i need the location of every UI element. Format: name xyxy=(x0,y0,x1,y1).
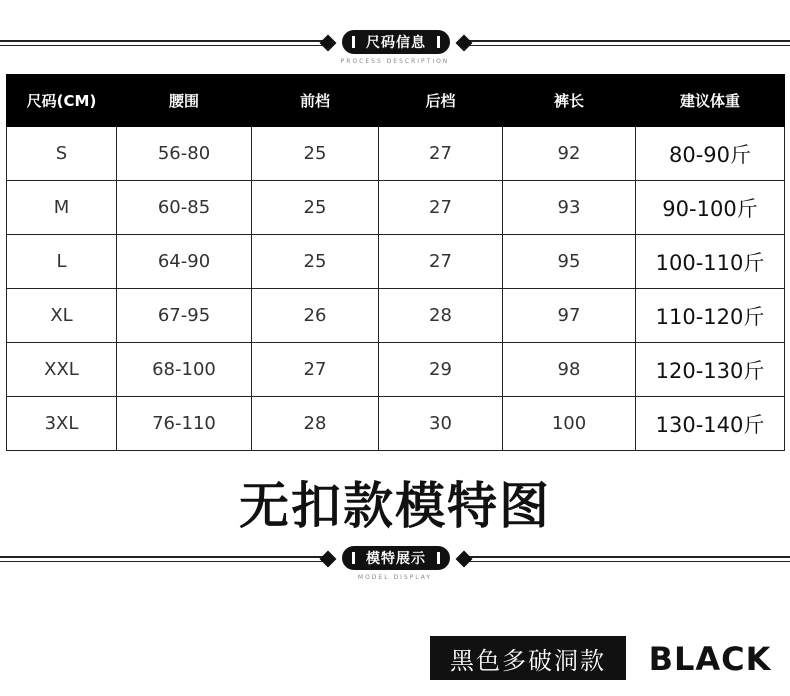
cell-front-rise: 25 xyxy=(252,235,379,289)
cell-size: XXL xyxy=(7,343,117,397)
model-display-banner xyxy=(0,538,790,581)
header-back-rise: 后档 xyxy=(379,75,503,127)
size-info-banner xyxy=(0,22,790,65)
cell-back-rise: 28 xyxy=(379,289,503,343)
cell-waist: 64-90 xyxy=(117,235,252,289)
header-size: 尺码(CM) xyxy=(7,75,117,127)
table-header-row xyxy=(7,75,785,127)
cell-length: 92 xyxy=(503,127,636,181)
table-row xyxy=(7,127,785,181)
cell-length: 97 xyxy=(503,289,636,343)
cell-size: L xyxy=(7,235,117,289)
cell-front-rise: 27 xyxy=(252,343,379,397)
header-weight: 建议体重 xyxy=(636,75,785,127)
cell-size: S xyxy=(7,127,117,181)
cell-size: M xyxy=(7,181,117,235)
table-row xyxy=(7,397,785,451)
cell-waist: 76-110 xyxy=(117,397,252,451)
cell-front-rise: 25 xyxy=(252,181,379,235)
color-name: BLACK xyxy=(648,640,772,678)
banner-divider-right xyxy=(462,40,790,46)
cell-front-rise: 28 xyxy=(252,397,379,451)
size-chart-table xyxy=(6,74,785,451)
cell-weight: 130-140斤 xyxy=(636,397,785,451)
cell-waist: 67-95 xyxy=(117,289,252,343)
banner-divider-right xyxy=(462,556,790,562)
size-info-title: 尺码信息 xyxy=(342,30,450,54)
cell-back-rise: 30 xyxy=(379,397,503,451)
cell-size: 3XL xyxy=(7,397,117,451)
cell-waist: 56-80 xyxy=(117,127,252,181)
cell-weight: 100-110斤 xyxy=(636,235,785,289)
cell-waist: 60-85 xyxy=(117,181,252,235)
cell-size: XL xyxy=(7,289,117,343)
table-row xyxy=(7,343,785,397)
cell-length: 95 xyxy=(503,235,636,289)
cell-weight: 110-120斤 xyxy=(636,289,785,343)
table-row xyxy=(7,289,785,343)
cell-weight: 120-130斤 xyxy=(636,343,785,397)
cell-front-rise: 25 xyxy=(252,127,379,181)
cell-back-rise: 27 xyxy=(379,235,503,289)
header-front-rise: 前档 xyxy=(252,75,379,127)
cell-back-rise: 29 xyxy=(379,343,503,397)
cell-length: 98 xyxy=(503,343,636,397)
cell-back-rise: 27 xyxy=(379,181,503,235)
headline-text: 无扣款模特图 xyxy=(239,477,551,535)
model-display-title: 模特展示 xyxy=(342,546,450,570)
model-display-subtitle: MODEL DISPLAY xyxy=(357,574,433,581)
cell-front-rise: 26 xyxy=(252,289,379,343)
header-waist: 腰围 xyxy=(117,75,252,127)
variant-label: 黑色多破洞款 xyxy=(430,636,626,680)
cell-back-rise: 27 xyxy=(379,127,503,181)
size-info-subtitle: PROCESS DESCRIPTION xyxy=(340,58,450,65)
cell-length: 93 xyxy=(503,181,636,235)
cell-weight: 80-90斤 xyxy=(636,127,785,181)
banner-divider-left xyxy=(0,40,330,46)
table-row xyxy=(7,181,785,235)
table-row xyxy=(7,235,785,289)
cell-length: 100 xyxy=(503,397,636,451)
cell-waist: 68-100 xyxy=(117,343,252,397)
cell-weight: 90-100斤 xyxy=(636,181,785,235)
banner-divider-left xyxy=(0,556,330,562)
header-length: 裤长 xyxy=(503,75,636,127)
